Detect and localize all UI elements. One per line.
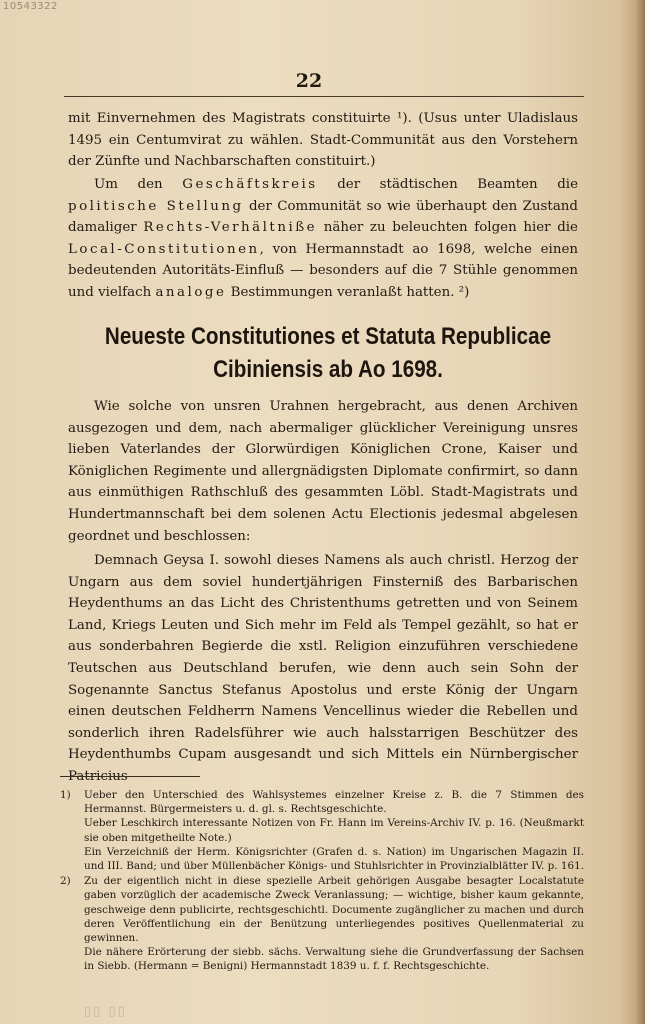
spaced-term: politische Stellung (68, 198, 244, 214)
section-title-line: Cibiniensis ab Ao 1698. (213, 356, 443, 383)
paragraph-history: Demnach Geysa I. sowohl dieses Namens als auch christl. Herzog der Ungarn aus dem soviel hundertjährigen Finsterniß des Barbarischen Heydenthums an das Licht des Christenthums getretten und von Seinem Land, Kriegs Leuten und Sich mehr im Feld als Tempel gezählt, so hat er aus sonderbahren Begierde die xstl. Religion einzuführen verschiedene Teutschen aus Deutschland berufen, wie denn auch sein Sohn der Sogenannte Sanctus Stefanus Apostolus und erste König der Ungarn einen deutschen Feldherrn Namens Vencellinus wieder die Rebellen und sonderlich ihren Radelsführer wie auch halsstarrigen Beschützer des Heydenthumbs Cupam ausgesandt und sich Mittels ein Nürnbergischer Patricius (68, 553, 578, 784)
paragraph-continuation: mit Einvernehmen des Magistrats constituirte ¹). (Usus unter Uladislaus 1495 ein Centumvirat zu wählen. Stadt-Communität aus den Vorstehern der Zünfte und Nachbarschaften constituirt.) (68, 111, 578, 170)
footnote-line: Ein Verzeichniß der Herm. Königsrichter (Grafen d. s. Nation) im Ungarischen Magazin II. und III. Band; und über Müllenbächer Königs- und Stuhlsrichter in Provinzialblätter IV. p. 161. (84, 845, 585, 873)
paragraph-preamble: Wie solche von unsren Urahnen hergebracht, aus denen Archiven ausgezogen und dem, nach abermaliger glücklicher Vereinigung unsres lieben Vaterlandes der Glorwürdigen Königlichen Crone, Kaiser und Königlichen Regimente und allergnädigsten Diplomate confirmirt, so dann aus einmüthigen Rathschluß des gesammten Löbl. Stadt-Magistrats und Hundertmannschaft bei dem solenen Actu Electionis jedesmal abgelesen geordnet und beschlossen: (68, 399, 578, 544)
footnote-rule (60, 776, 200, 777)
text-run: Um den (94, 177, 183, 192)
footnote-line: Die nähere Erörterung der siebb. sächs. Verwaltung siehe die Grundverfassung der Sachsen in Siebb. (Hermann = Benigni) Hermannstadt 1839 u. f. f. Rechtsgeschichte. (84, 946, 584, 973)
text-run: der Communität so wie überhaupt den Zustand damaliger (68, 198, 578, 236)
paragraph-introduction (68, 174, 578, 304)
spaced-term: Local-Constitutionen (68, 241, 260, 257)
scan-id: 10543322 (3, 1, 58, 12)
page-number: 22 (295, 70, 323, 92)
section-title-line: Neueste Constitutiones et Statuta Republicae (104, 323, 552, 350)
spaced-term: analoge (155, 284, 227, 300)
footnote (60, 874, 584, 973)
footnote-number: 2) (60, 875, 71, 888)
footnote-number: 1) (60, 789, 71, 801)
spaced-term: Rechts-Verhältniße (143, 220, 318, 236)
footnote-line: Zu der eigentlich nicht in diese spezielle Arbeit gehörigen Ausgabe besagter Localstatute gaben vorzüglich der academische Zweck Veranlassung; — wichtige, bisher kaum gekannte, geschweige denn publicirte, rechtsgeschichtl. Documente zugänglicher zu machen und durch deren Veröffentlichung ein der Benützung unterliegendes positives Quellenmaterial zu gewinnen. (84, 875, 584, 945)
header-rule (64, 96, 584, 97)
page-edge-shadow (635, 0, 645, 1024)
text-run: Bestimmungen veranlaßt hatten. ²) (226, 284, 470, 300)
text-run: der städtischen Beamten die (317, 177, 578, 192)
bleed-through-stamp: ▯▯ ▯▯ (84, 1004, 127, 1019)
section-title (98, 320, 559, 386)
footnote (60, 788, 584, 873)
footnote-line: Ueber den Unterschied des Wahlsystemes einzelner Kreise z. B. die 7 Stimmen des Hermannst. Bürgermeisters u. d. gl. s. Rechtsgeschichte. (84, 789, 584, 816)
footnotes (60, 788, 584, 975)
footnote-line: Ueber Leschkirch interessante Notizen von Fr. Hann im Vereins-Archiv IV. p. 16. (Neußmarkt sie oben mitgetheilte Note.) (84, 817, 584, 844)
spaced-term: Geschäftskreis (182, 177, 318, 192)
text-run: näher zu beleuchten folgen hier die (317, 220, 578, 236)
text-run: , von Hermannstadt ao 1698, welche einen bedeutenden Autoritäts-Einfluß — besonders auf die 7 Stühle genommen und vielfach (68, 241, 578, 300)
